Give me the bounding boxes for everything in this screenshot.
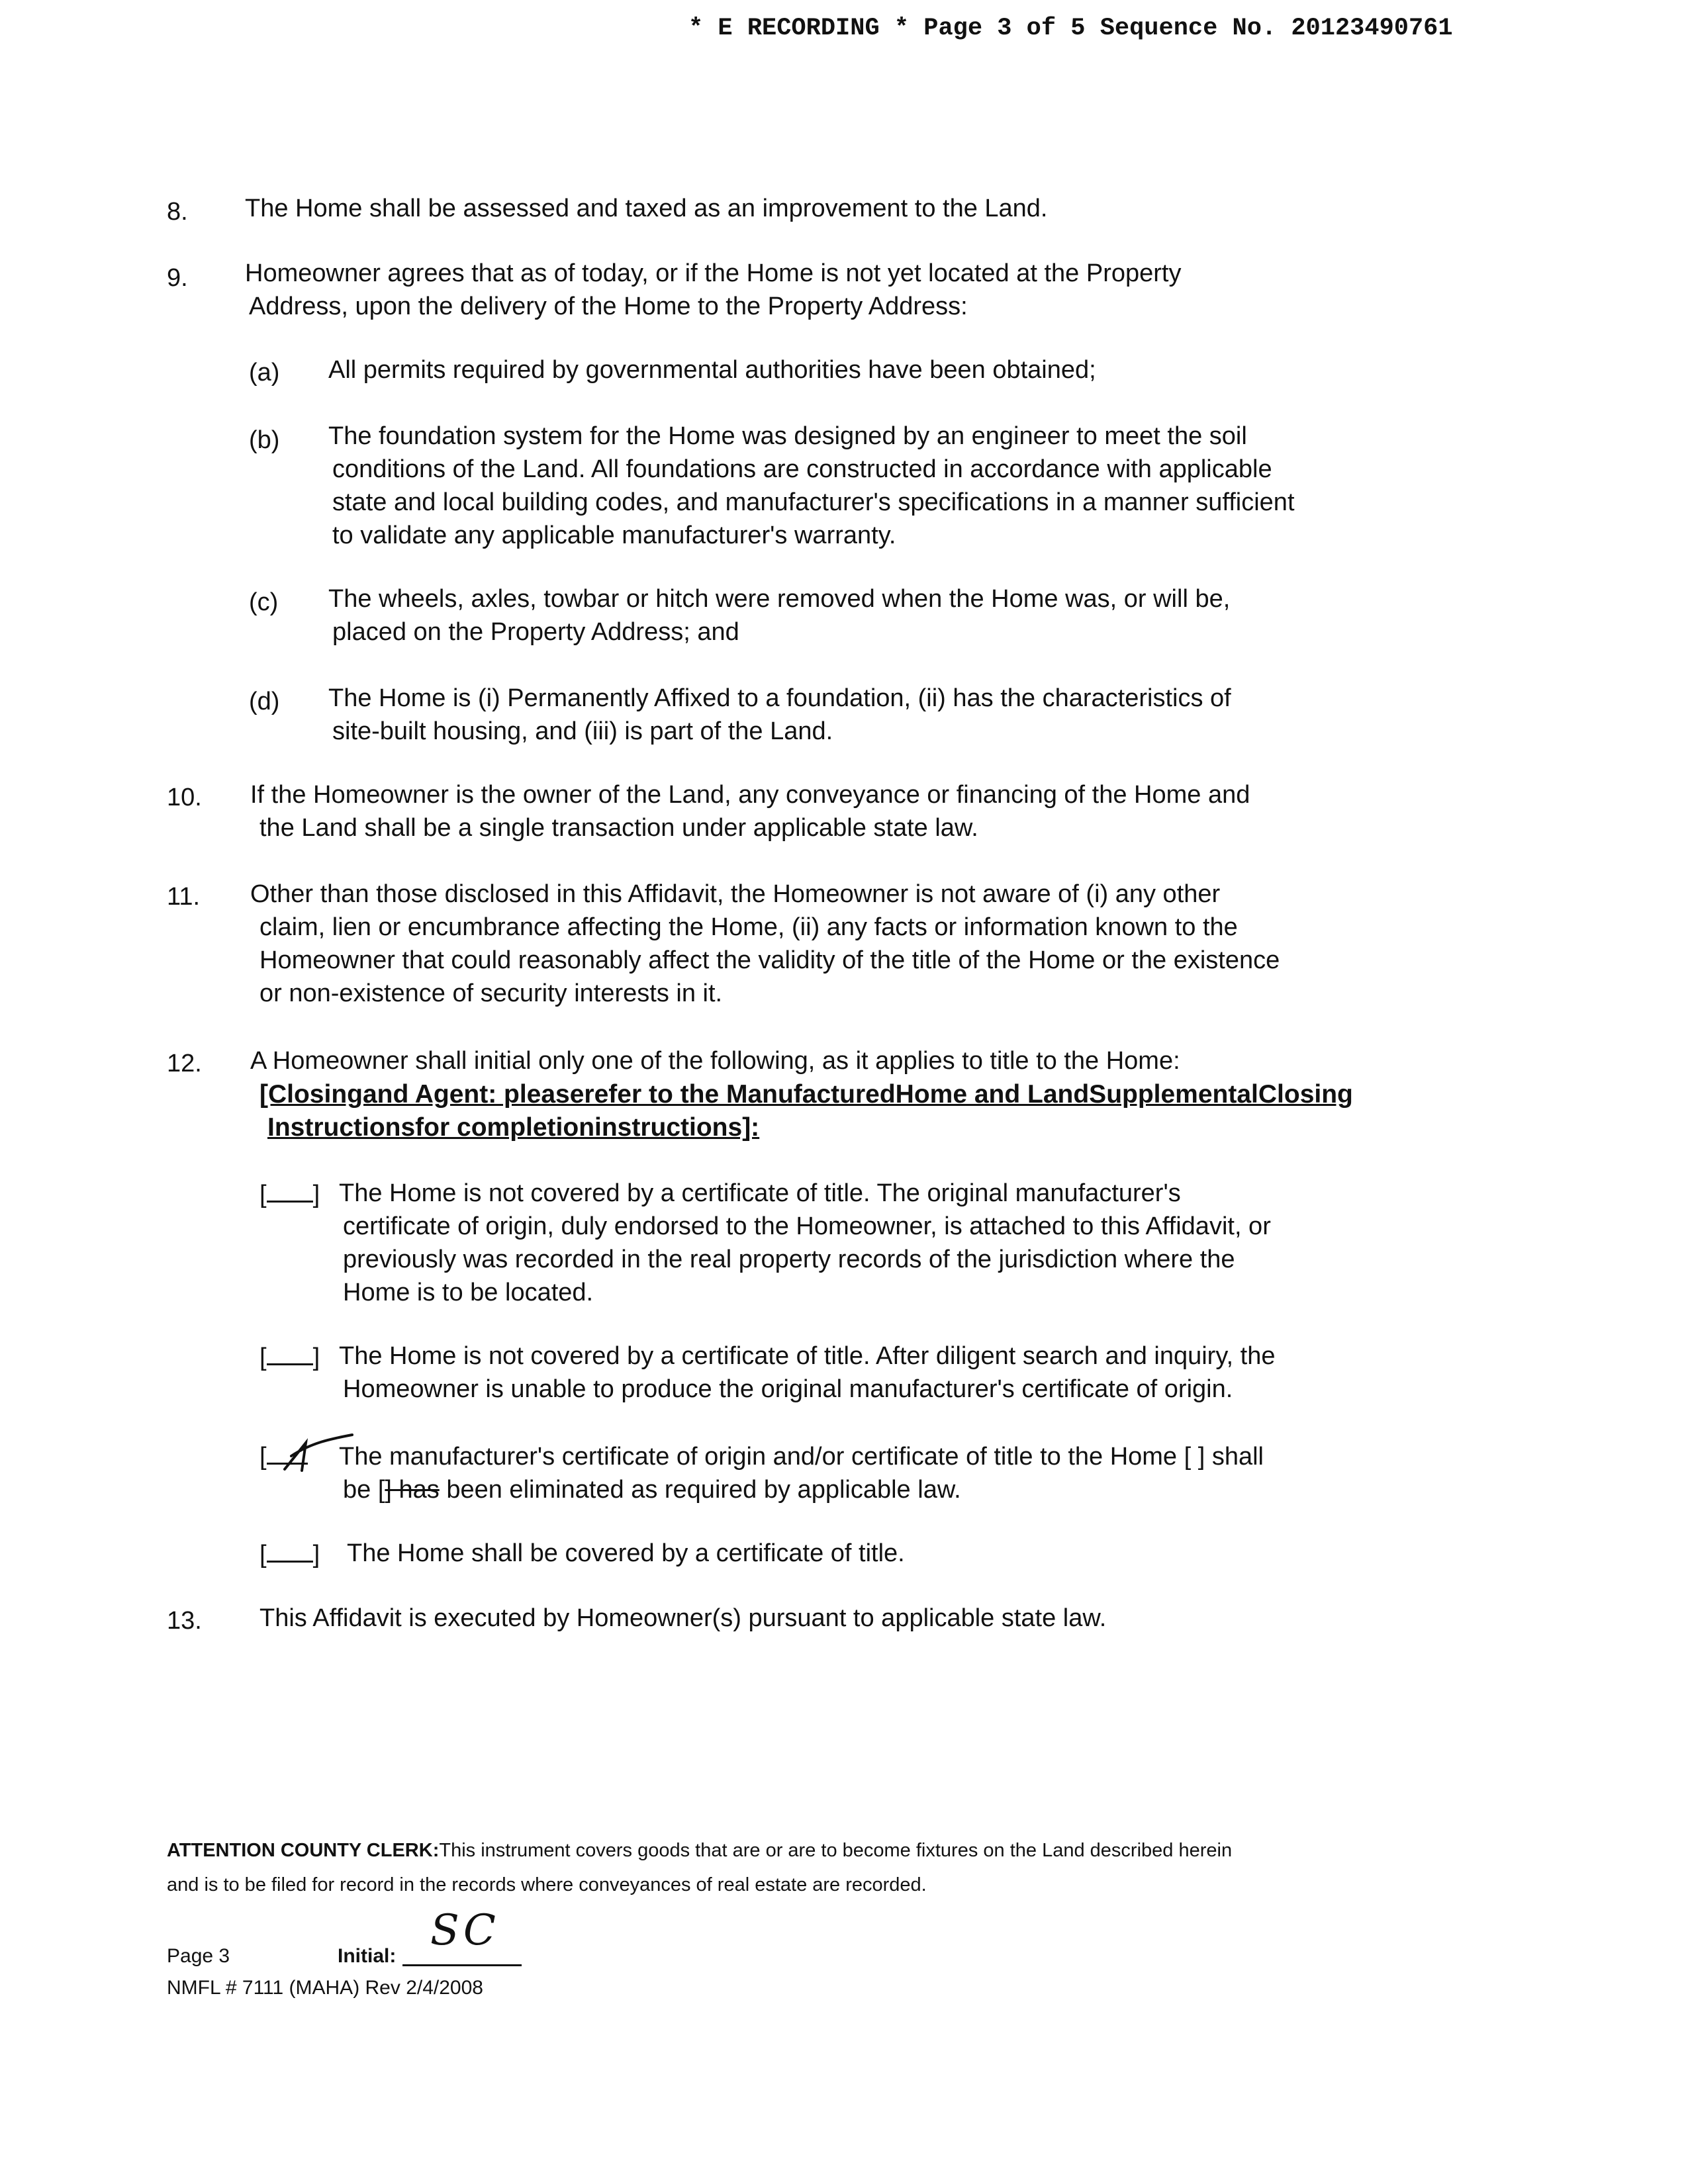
item-8-text: The Home shall be assessed and taxed as an improvement to the Land. [245, 195, 1048, 222]
attention-label: ATTENTION COUNTY CLERK: [167, 1840, 440, 1861]
option-3-checkbox[interactable]: [ [259, 1439, 308, 1474]
recording-header: * E RECORDING * Page 3 of 5 Sequence No. 20123490761 [688, 15, 1453, 42]
option-2-line-2: Homeowner is unable to produce the original manufacturer's certificate of origin. [343, 1375, 1233, 1403]
item-11-number: 11. [167, 883, 201, 911]
option-2-line-1: The Home is not covered by a certificate of title. After diligent search and inquiry, the [339, 1342, 1276, 1370]
item-10-number: 10. [167, 784, 202, 811]
option-3-line-1: The manufacturer's certificate of origin and/or certificate of title to the Home [ ] shall [339, 1443, 1264, 1471]
item-9c-line-2: placed on the Property Address; and [332, 618, 739, 646]
item-12-number: 12. [167, 1050, 202, 1077]
item-9-line-2: Address, upon the delivery of the Home to the Property Address: [249, 293, 968, 320]
option-1-checkbox[interactable]: [ ] [259, 1177, 320, 1212]
attention-line-2: and is to be filed for record in the records where conveyances of real estate are recorded. [167, 1874, 927, 1895]
item-10-line-1: If the Homeowner is the owner of the Land, any conveyance or financing of the Home and [250, 781, 1250, 809]
item-9c-line-1: The wheels, axles, towbar or hitch were removed when the Home was, or will be, [328, 585, 1231, 613]
item-9c-label: (c) [249, 588, 279, 616]
option-3-bracket: be [ [343, 1476, 385, 1504]
option-1-line-2: certificate of origin, duly endorsed to the Homeowner, is attached to this Affidavit, or [343, 1212, 1271, 1240]
item-12-line-1: A Homeowner shall initial only one of the following, as it applies to title to the Home: [250, 1047, 1180, 1075]
attention-line-1: This instrument covers goods that are or are to become fixtures on the Land described herein [439, 1840, 1233, 1861]
item-13-text: This Affidavit is executed by Homeowner(s) pursuant to applicable state law. [259, 1604, 1107, 1632]
initial-line [402, 1964, 522, 1966]
item-9b-line-2: conditions of the Land. All foundations are constructed in accordance with applicable [332, 455, 1272, 483]
item-9b-label: (b) [249, 426, 280, 454]
item-9d-line-1: The Home is (i) Permanently Affixed to a foundation, (ii) has the characteristics of [328, 684, 1231, 712]
item-9d-line-2: site-built housing, and (iii) is part of the Land. [332, 717, 833, 745]
page-number: Page 3 [167, 1945, 230, 1967]
item-9a-label: (a) [249, 359, 280, 387]
item-11-line-2: claim, lien or encumbrance affecting the Home, (ii) any facts or information known to the [259, 913, 1238, 941]
item-9-number: 9. [167, 264, 188, 292]
item-11-line-3: Homeowner that could reasonably affect the validity of the title of the Home or the existence [259, 946, 1280, 974]
option-2-checkbox[interactable]: [ ] [259, 1340, 320, 1375]
item-13-number: 13. [167, 1607, 202, 1635]
form-number: NMFL # 7111 (MAHA) Rev 2/4/2008 [167, 1977, 483, 1999]
option-4-line-1: The Home shall be covered by a certificate of title. [347, 1539, 905, 1567]
initial-label: Initial: [338, 1945, 397, 1967]
item-9b-line-3: state and local building codes, and manufacturer's specifications in a manner sufficient [332, 488, 1295, 516]
option-4-checkbox[interactable]: [ ] [259, 1537, 320, 1572]
item-11-line-1: Other than those disclosed in this Affidavit, the Homeowner is not aware of (i) any other [250, 880, 1221, 908]
option-1-line-1: The Home is not covered by a certificate of title. The original manufacturer's [339, 1179, 1181, 1207]
option-3-tail: been eliminated as required by applicable law. [439, 1476, 961, 1504]
option-1-line-4: Home is to be located. [343, 1279, 594, 1306]
option-3-line-2 [343, 1473, 961, 1507]
handwritten-initials: SC [430, 1906, 500, 1955]
item-10-line-2: the Land shall be a single transaction under applicable state law. [259, 814, 978, 842]
option-1-line-3: previously was recorded in the real property records of the jurisdiction where the [343, 1246, 1235, 1273]
option-3-struck-text: ] has [385, 1476, 440, 1504]
item-9d-label: (d) [249, 688, 280, 715]
item-8-number: 8. [167, 198, 188, 226]
closing-agent-note-line-2: Instructionsfor completioninstructions]: [267, 1113, 760, 1142]
item-9b-line-1: The foundation system for the Home was designed by an engineer to meet the soil [328, 422, 1247, 450]
closing-agent-note-line-1: [Closingand Agent: pleaserefer to the ManufacturedHome and LandSupplementalClosing [259, 1080, 1353, 1109]
attention-county-clerk-note [167, 1833, 1491, 1902]
item-11-line-4: or non-existence of security interests in it. [259, 979, 723, 1007]
item-9-line-1: Homeowner agrees that as of today, or if the Home is not yet located at the Property [245, 259, 1182, 287]
item-9b-line-4: to validate any applicable manufacturer's warranty. [332, 522, 896, 549]
item-9a-text: All permits required by governmental authorities have been obtained; [328, 356, 1096, 384]
